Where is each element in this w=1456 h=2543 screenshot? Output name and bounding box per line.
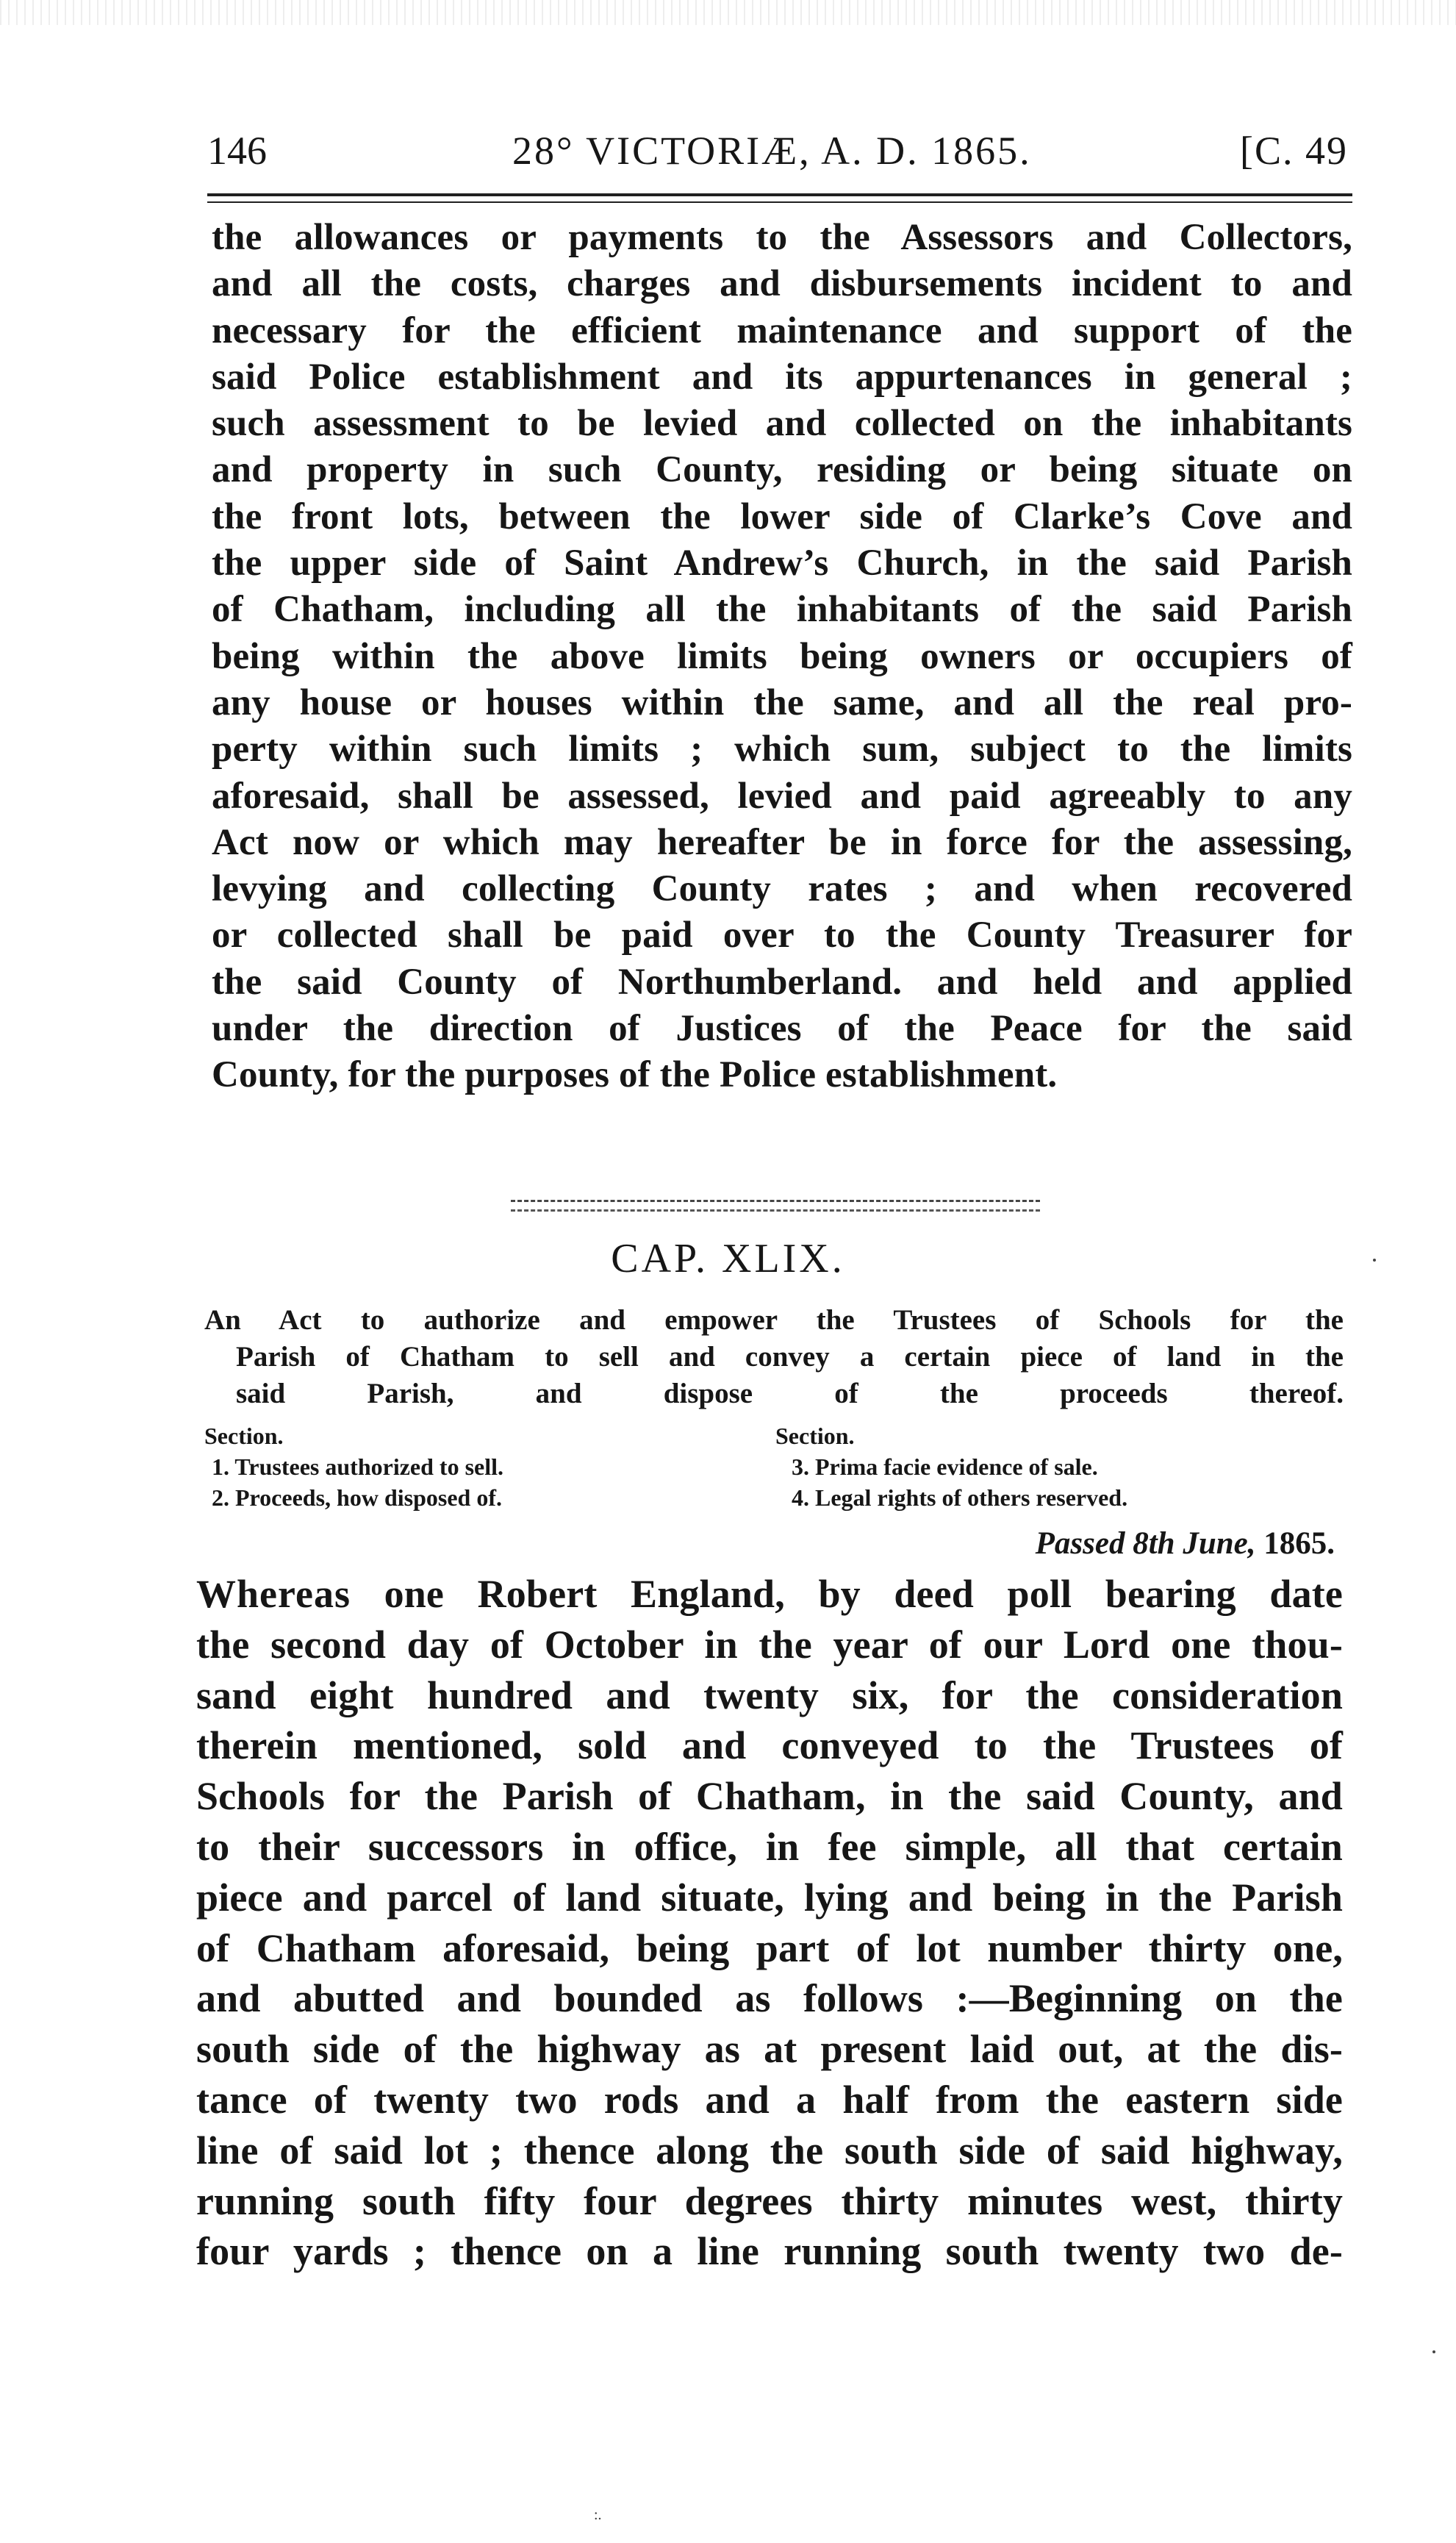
section-divider <box>511 1200 1040 1212</box>
section-entry: 2. Proceeds, how disposed of. <box>212 1484 502 1511</box>
section-list-right <box>775 1420 1290 1513</box>
body-line: running south fifty four degrees thirty minutes west, thirty <box>196 2178 1343 2223</box>
continuation-line: the allowances or payments to the Assessors and Collectors, <box>212 217 1352 258</box>
act-body-text <box>196 1569 1343 2277</box>
passed-label: Passed 8th June, <box>1035 1526 1256 1561</box>
body-line: tance of twenty two rods and a half from the eastern side <box>196 2077 1343 2122</box>
continuation-line: the upper side of Saint Andrew’s Church, in the said Parish <box>212 543 1352 584</box>
body-line: therein mentioned, sold and conveyed to the Trustees of <box>196 1723 1343 1768</box>
body-line: line of said lot ; thence along the south side of said highway, <box>196 2128 1343 2172</box>
opening-word: Whereas <box>196 1572 351 1616</box>
act-title-line: said Parish, and dispose of the proceeds thereof. <box>236 1378 1344 1409</box>
body-line: Schools for the Parish of Chatham, in the said County, and <box>196 1774 1343 1819</box>
act-title-line: Parish of Chatham to sell and convey a certain piece of land in the <box>236 1341 1344 1373</box>
section-heading: Section. <box>204 1423 284 1449</box>
passed-year: 1865. <box>1263 1526 1335 1561</box>
continuation-line: necessary for the efficient maintenance and support of the <box>212 310 1352 351</box>
body-line: four yards ; thence on a line running south twenty two de- <box>196 2229 1343 2274</box>
body-line: of Chatham aforesaid, being part of lot number thirty one, <box>196 1925 1343 1970</box>
section-entry: 3. Prima facie evidence of sale. <box>792 1453 1098 1480</box>
continuation-line: being within the above limits being owners or occupiers of <box>212 635 1352 677</box>
first-line-rest: one Robert England, by deed poll bearing date <box>384 1572 1343 1616</box>
continuation-line: aforesaid, shall be assessed, levied and paid agreeably to any <box>212 775 1352 817</box>
continuation-line: such assessment to be levied and collected on the inhabitants <box>212 403 1352 445</box>
continuation-line: perty within such limits ; which sum, subject to the limits <box>212 729 1352 770</box>
section-entry: 1. Trustees authorized to sell. <box>212 1453 503 1480</box>
continuation-line: the front lots, between the lower side of Clarke’s Cove and <box>212 496 1352 537</box>
continuation-line: of Chatham, including all the inhabitants of the said Parish <box>212 589 1352 631</box>
body-line: south side of the highway as at present laid out, at the dis- <box>196 2027 1343 2072</box>
scan-speck <box>1373 1259 1376 1262</box>
continuation-line: said Police establishment and its appurtenances in general ; <box>212 356 1352 398</box>
header-double-rule <box>207 193 1352 203</box>
continuation-line: and all the costs, charges and disbursements incident to and <box>212 263 1352 305</box>
section-entry: 4. Legal rights of others reserved. <box>792 1484 1128 1511</box>
continuation-line: or collected shall be paid over to the County Treasurer for <box>212 915 1352 956</box>
continuation-line: the said County of Northumberland. and held and applied <box>212 961 1352 1003</box>
scan-edge-speckle <box>0 0 1456 25</box>
act-title-line: An Act to authorize and empower the Trustees of Schools for the <box>204 1304 1344 1336</box>
continuation-line: levying and collecting County rates ; and when recovered <box>212 868 1352 910</box>
body-first-line <box>196 1569 1343 1620</box>
page-number: 146 <box>207 129 267 173</box>
bottom-mark: :. <box>594 2507 602 2523</box>
body-line: and abutted and bounded as follows :—Beginning on the <box>196 1976 1343 2021</box>
continuation-line: under the direction of Justices of the Peace for the said <box>212 1008 1352 1050</box>
header-title: 28° VICTORIÆ, A. D. 1865. <box>512 129 1032 173</box>
running-head <box>207 125 1354 176</box>
body-line: to their successors in office, in fee simple, all that certain <box>196 1824 1343 1869</box>
act-title <box>204 1302 1344 1412</box>
passed-date <box>1036 1523 1335 1564</box>
body-line: the second day of October in the year of our Lord one thou- <box>196 1622 1343 1667</box>
section-list-left <box>204 1420 719 1513</box>
continuation-line: County, for the purposes of the Police establishment. <box>212 1054 1058 1096</box>
chapter-title: CAP. XLIX. <box>611 1236 845 1281</box>
continuation-line: Act now or which may hereafter be in force for the assessing, <box>212 821 1352 863</box>
continuation-line: any house or houses within the same, and all the real pro- <box>212 682 1352 723</box>
continuation-text-block <box>212 215 1352 1099</box>
continuation-line: and property in such County, residing or being situate on <box>212 449 1352 491</box>
body-line: sand eight hundred and twenty six, for the consideration <box>196 1673 1343 1717</box>
section-heading: Section. <box>775 1423 855 1449</box>
scan-speck <box>1432 2350 1435 2353</box>
chapter-reference: [C. 49 <box>1240 129 1348 173</box>
body-line: piece and parcel of land situate, lying and being in the Parish <box>196 1875 1343 1920</box>
